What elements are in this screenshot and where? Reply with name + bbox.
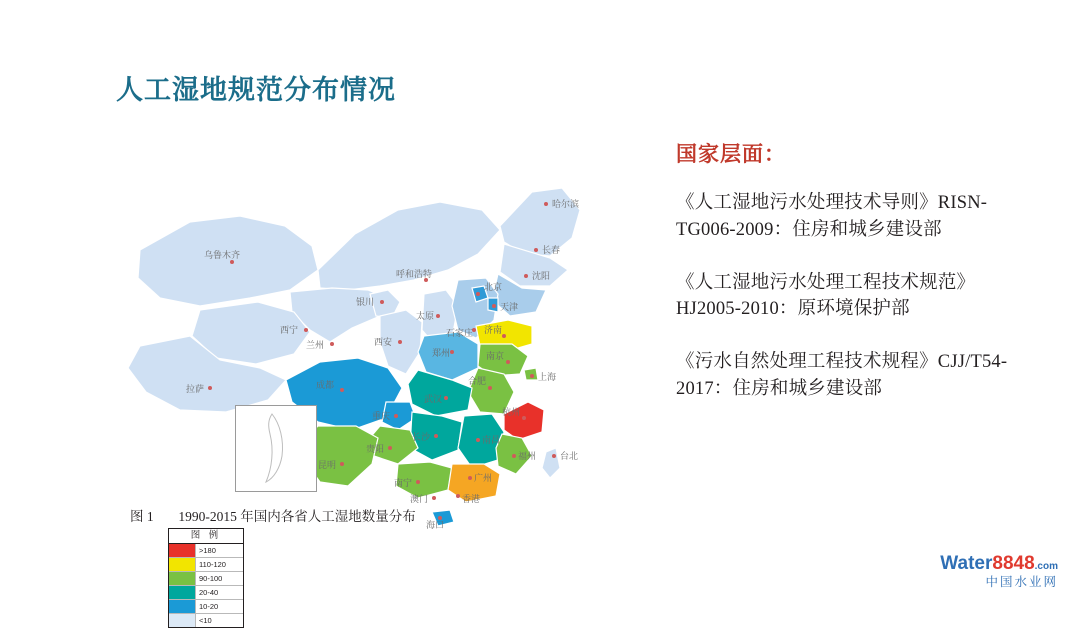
legend-swatch (169, 614, 196, 627)
legend-row (169, 544, 243, 558)
watermark-brand-tld: .com (1034, 561, 1058, 573)
legend-label: >180 (199, 546, 216, 555)
svg-text:郑州: 郑州 (432, 348, 451, 358)
svg-text:南昌: 南昌 (482, 435, 501, 445)
svg-text:拉萨: 拉萨 (186, 384, 205, 394)
legend-swatch (169, 572, 196, 585)
svg-text:乌鲁木齐: 乌鲁木齐 (204, 250, 241, 260)
legend-row (169, 600, 243, 614)
svg-text:济南: 济南 (484, 325, 503, 335)
legend-label: 20-40 (199, 588, 219, 597)
svg-text:长沙: 长沙 (412, 432, 431, 442)
map-inset-svg (236, 406, 314, 489)
svg-text:合肥: 合肥 (468, 376, 487, 386)
standards-text-column (676, 138, 1026, 429)
svg-text:西安: 西安 (374, 337, 393, 347)
legend-row (169, 586, 243, 600)
watermark-brand (940, 554, 1058, 575)
svg-text:香港: 香港 (462, 494, 481, 504)
legend-swatch (169, 558, 196, 571)
svg-text:贵阳: 贵阳 (366, 444, 385, 454)
svg-text:沈阳: 沈阳 (532, 271, 551, 281)
standard-item: 《人工湿地污水处理工程技术规范》HJ2005-2010：原环境保护部 (676, 272, 976, 320)
watermark-brand-number: 8848 (992, 553, 1035, 575)
svg-text:石家庄: 石家庄 (446, 328, 474, 338)
svg-text:成都: 成都 (316, 380, 335, 390)
legend-row (169, 558, 243, 572)
legend-label: 90-100 (199, 574, 223, 583)
svg-text:海口: 海口 (426, 520, 445, 530)
svg-text:重庆: 重庆 (372, 411, 391, 421)
legend-title: 图 例 (169, 529, 243, 544)
svg-text:武汉: 武汉 (424, 394, 443, 404)
svg-text:兰州: 兰州 (306, 340, 325, 350)
svg-text:呼和浩特: 呼和浩特 (396, 269, 433, 279)
svg-text:天津: 天津 (500, 302, 519, 312)
legend-swatch (169, 586, 196, 599)
svg-text:银川: 银川 (356, 297, 375, 307)
svg-text:南京: 南京 (486, 351, 505, 361)
legend-label: <10 (199, 616, 212, 625)
watermark-subtitle: 中国水业网 (985, 575, 1058, 590)
standard-item: 《污水自然处理工程技术规程》CJJ/T54-2017：住房和城乡建设部 (676, 352, 1008, 400)
svg-text:杭州: 杭州 (502, 407, 521, 417)
standard-item: 《人工湿地污水处理技术导则》RISN-TG006-2009：住房和城乡建设部 (676, 193, 988, 240)
svg-text:澳门: 澳门 (410, 494, 429, 504)
map-inset-box (235, 405, 317, 492)
svg-text:福州: 福州 (518, 451, 537, 461)
figure-caption (130, 505, 416, 525)
watermark-logo (940, 554, 1058, 590)
svg-text:台北: 台北 (560, 451, 579, 461)
svg-text:上海: 上海 (538, 372, 557, 382)
legend-row (169, 572, 243, 586)
legend-label: 110-120 (199, 560, 226, 569)
legend-swatch (169, 600, 196, 613)
china-map-figure (80, 130, 640, 625)
figure-number: 图 1 (130, 509, 154, 524)
figure-caption-text: 1990-2015 年国内各省人工湿地数量分布 (178, 509, 416, 524)
standards-heading: 国家层面： (676, 142, 786, 166)
legend-swatch (169, 544, 196, 557)
page-title: 人工湿地规范分布情况 (116, 75, 396, 105)
svg-text:南宁: 南宁 (394, 478, 413, 488)
svg-text:哈尔滨: 哈尔滨 (552, 199, 580, 209)
svg-text:太原: 太原 (416, 311, 435, 321)
watermark-brand-text: Water (940, 553, 993, 575)
svg-text:昆明: 昆明 (318, 460, 337, 470)
svg-text:北京: 北京 (484, 282, 503, 292)
map-legend (168, 528, 244, 628)
svg-text:广州: 广州 (474, 473, 493, 483)
svg-text:西宁: 西宁 (280, 325, 299, 335)
legend-row (169, 614, 243, 627)
legend-label: 10-20 (199, 602, 219, 611)
svg-text:长春: 长春 (542, 245, 561, 255)
china-map-svg (80, 130, 640, 530)
